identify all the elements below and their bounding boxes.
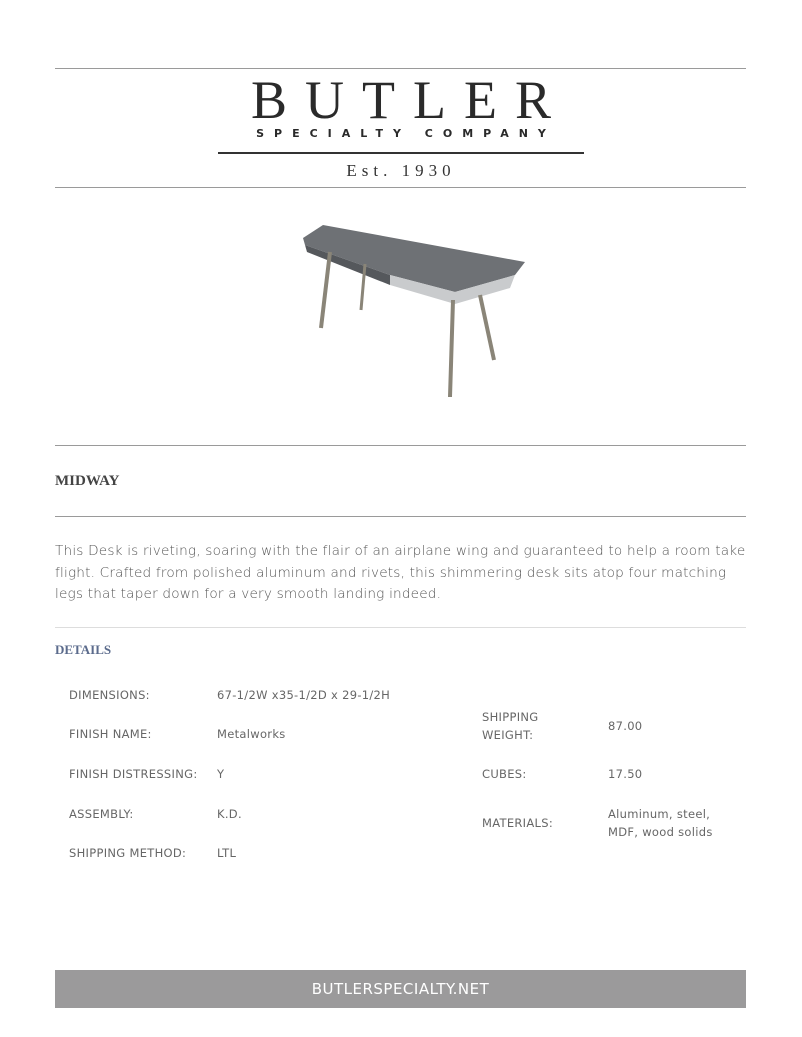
detail-label: FINISH NAME:: [69, 727, 152, 741]
divider: [55, 187, 746, 188]
detail-value: 87.00: [608, 719, 643, 733]
divider: [55, 445, 746, 446]
logo-established: Est. 1930: [346, 161, 456, 180]
detail-label: CUBES:: [482, 767, 527, 781]
desk-leg: [480, 295, 494, 360]
logo-subtitle: SPECIALTY COMPANY: [256, 127, 556, 140]
product-description: This Desk is riveting, soaring with the flair of an airplane wing and guaranteed to help a room take flight. Crafted from polished aluminum and rivets, this shimmering desk sits atop four matching legs that taper down for a very smooth landing indeed.: [55, 543, 746, 602]
detail-value: 17.50: [608, 767, 643, 781]
divider: [55, 627, 746, 628]
detail-label: SHIPPING WEIGHT:: [482, 710, 539, 742]
divider: [55, 68, 746, 69]
desk-leg: [321, 252, 330, 328]
detail-label: ASSEMBLY:: [69, 807, 134, 821]
detail-label: MATERIALS:: [482, 816, 554, 830]
detail-label: DIMENSIONS:: [69, 688, 150, 702]
logo-rule: [218, 152, 584, 154]
detail-value: Y: [217, 767, 225, 781]
detail-label: SHIPPING METHOD:: [69, 846, 187, 860]
detail-value: Aluminum, steel, MDF, wood solids: [608, 807, 713, 839]
product-name: MIDWAY: [55, 473, 120, 489]
detail-value: Metalworks: [217, 727, 286, 741]
logo-brand: BUTLER: [251, 70, 569, 130]
desk-leg: [450, 300, 453, 397]
detail-value: LTL: [217, 846, 237, 860]
divider: [55, 516, 746, 517]
details-heading: DETAILS: [55, 642, 112, 657]
detail-value: K.D.: [217, 807, 242, 821]
detail-value: 67-1/2W x35-1/2D x 29-1/2H: [217, 688, 391, 702]
footer-website-link[interactable]: BUTLERSPECIALTY.NET: [55, 970, 746, 1008]
product-image: [295, 200, 535, 440]
detail-label: FINISH DISTRESSING:: [69, 767, 198, 781]
